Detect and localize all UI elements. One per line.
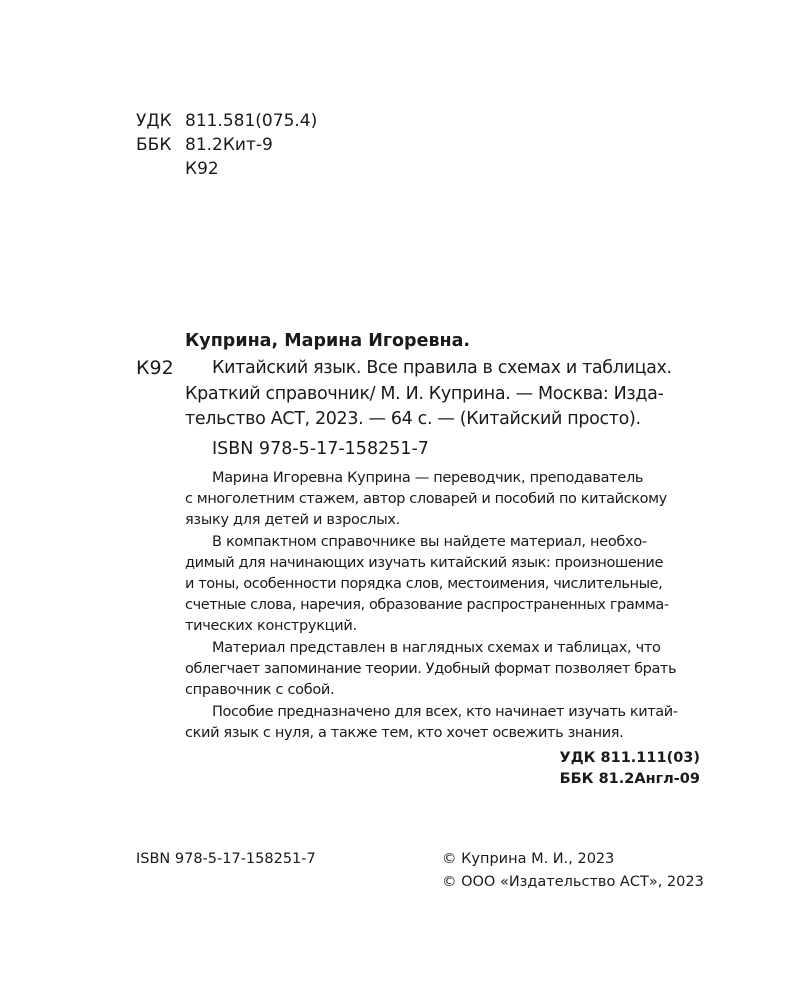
annotation-line: Марина Игоревна Куприна — переводчик, преподаватель (212, 470, 644, 486)
title-line-1: Китайский язык. Все правила в схемах и таблицах. (212, 358, 672, 378)
annotation-line: В компактном справочнике вы найдете материал, необхо- (212, 534, 647, 550)
annotation-line: с многолетним стажем, автор словарей и пособий по китайскому (185, 491, 667, 507)
annotation-line: справочник с собой. (185, 682, 335, 698)
annotation-line: ский язык с нуля, а также тем, кто хочет освежить знания. (185, 725, 624, 741)
annotation-line: тических конструкций. (185, 618, 357, 634)
author-heading: Куприна, Марина Игоревна. (185, 331, 471, 351)
udk-label: УДК (136, 111, 172, 131)
udk-bottom: УДК 811.111(03) (559, 750, 700, 766)
copyright-publisher: © ООО «Издательство АСТ», 2023 (442, 874, 704, 890)
isbn-record: ISBN 978-5-17-158251-7 (212, 439, 429, 459)
title-line-3: тельство АСТ, 2023. — 64 с. — (Китайский просто). (185, 409, 641, 429)
bbk-label: ББК (136, 135, 172, 155)
annotation-line: Материал представлен в наглядных схемах и таблицах, что (212, 640, 661, 656)
author-mark: К92 (136, 357, 174, 379)
copyright-author: © Куприна М. И., 2023 (442, 851, 615, 867)
annotation-line: облегчает запоминание теории. Удобный формат позволяет брать (185, 661, 677, 677)
udk-value: 811.581(075.4) (185, 111, 318, 131)
bbk-bottom: ББК 81.2Англ-09 (559, 771, 700, 787)
bbk-value: 81.2Кит-9 (185, 135, 273, 155)
annotation-line: счетные слова, наречия, образование распространенных грамма- (185, 597, 669, 613)
title-line-2: Краткий справочник/ М. И. Куприна. — Москва: Изда- (185, 384, 664, 404)
annotation-line: и тоны, особенности порядка слов, местоимения, числительные, (185, 576, 663, 592)
annotation-line: языку для детей и взрослых. (185, 512, 400, 528)
isbn-footer: ISBN 978-5-17-158251-7 (136, 851, 316, 867)
annotation-line: Пособие предназначено для всех, кто начинает изучать китай- (212, 704, 678, 720)
annotation-line: димый для начинающих изучать китайский язык: произношение (185, 555, 663, 571)
author-mark-top: К92 (185, 159, 219, 179)
